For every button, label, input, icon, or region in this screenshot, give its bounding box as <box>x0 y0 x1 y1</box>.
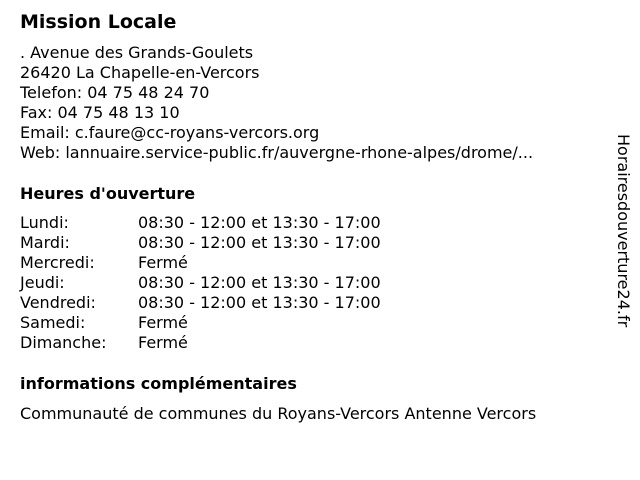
address-street: . Avenue des Grands-Goulets <box>20 43 254 62</box>
phone-number: Telefon: 04 75 48 24 70 <box>20 83 210 102</box>
website-link[interactable]: Web: lannuaire.service-public.fr/auvergne-rhone-alpes/drome/... <box>20 143 534 162</box>
hours-time: 08:30 - 12:00 et 13:30 - 17:00 <box>138 293 381 312</box>
hours-table <box>20 213 381 353</box>
hours-row-thursday <box>20 273 381 293</box>
hours-day: Mardi: <box>20 233 70 252</box>
hours-row-wednesday <box>20 253 381 273</box>
hours-day: Dimanche: <box>20 333 107 352</box>
hours-day: Lundi: <box>20 213 69 232</box>
hours-time: Fermé <box>138 253 188 272</box>
hours-row-friday <box>20 293 381 313</box>
page-title: Mission Locale <box>20 11 177 33</box>
hours-row-sunday <box>20 333 381 353</box>
address-block <box>20 43 533 163</box>
hours-time: 08:30 - 12:00 et 13:30 - 17:00 <box>138 273 381 292</box>
hours-time: 08:30 - 12:00 et 13:30 - 17:00 <box>138 233 381 252</box>
hours-heading: Heures d'ouverture <box>20 184 196 203</box>
email-address: Email: c.faure@cc-royans-vercors.org <box>20 123 320 142</box>
hours-day: Vendredi: <box>20 293 96 312</box>
hours-row-monday <box>20 213 381 233</box>
hours-time: Fermé <box>138 333 188 352</box>
fax-number: Fax: 04 75 48 13 10 <box>20 103 180 122</box>
info-heading: informations complémentaires <box>20 374 297 393</box>
info-text: Communauté de communes du Royans-Vercors Antenne Vercors <box>20 404 537 423</box>
hours-day: Jeudi: <box>20 273 65 292</box>
hours-day: Samedi: <box>20 313 86 332</box>
hours-day: Mercredi: <box>20 253 95 272</box>
hours-time: Fermé <box>138 313 188 332</box>
hours-row-tuesday <box>20 233 381 253</box>
hours-row-saturday <box>20 313 381 333</box>
address-city: 26420 La Chapelle-en-Vercors <box>20 63 260 82</box>
hours-time: 08:30 - 12:00 et 13:30 - 17:00 <box>138 213 381 232</box>
site-watermark: Horairesdouverture24.fr <box>614 134 633 328</box>
